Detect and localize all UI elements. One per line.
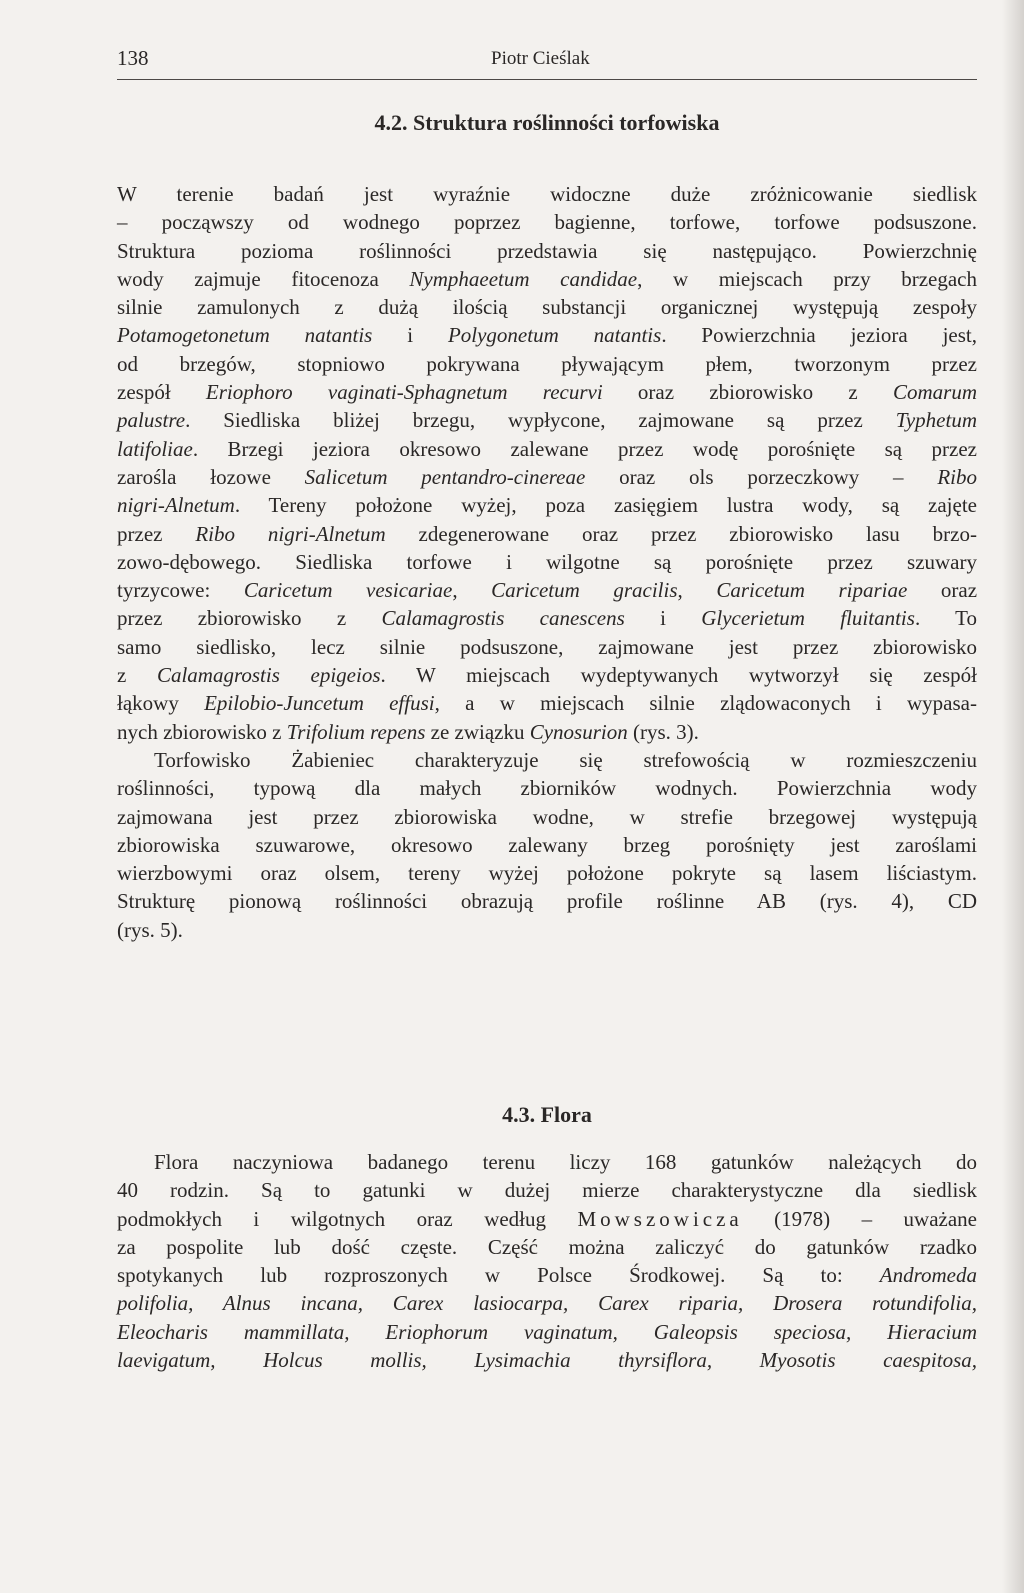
text-line: Eleocharis mammillata, Eriophorum vaginatum, Galeopsis speciosa, Hieracium bbox=[117, 1319, 977, 1344]
document-page bbox=[117, 0, 977, 1593]
text-line: wody zajmuje fitocenoza Nymphaeetum candidae, w miejscach przy brzegach bbox=[117, 266, 977, 291]
text-line: – począwszy od wodnego poprzez bagienne, torfowe, torfowe podsuszone. bbox=[117, 210, 977, 235]
text-line: nych zbiorowisko z Trifolium repens ze związku Cynosurion (rys. 3). bbox=[117, 719, 699, 744]
text-line: roślinności, typową dla małych zbiorników wodnych. Powierzchnia wody bbox=[117, 776, 977, 801]
body-text-structure bbox=[117, 180, 977, 944]
header-rule bbox=[117, 79, 977, 80]
text-line: zarośla łozowe Salicetum pentandro-cinereae oraz ols porzeczkowy – Ribo bbox=[117, 464, 977, 489]
text-line: za pospolite lub dość częste. Część można zaliczyć do gatunków rzadko bbox=[117, 1234, 977, 1259]
text-line: Strukturę pionową roślinności obrazują profile roślinne AB (rys. 4), CD bbox=[117, 889, 977, 914]
text-line: od brzegów, stopniowo pokrywana pływającym płem, tworzonym przez bbox=[117, 351, 977, 376]
text-line: silnie zamulonych z dużą ilością substancji organicznej występują zespoły bbox=[117, 295, 977, 320]
text-line: palustre. Siedliska bliżej brzegu, wypłycone, zajmowane są przez Typhetum bbox=[117, 408, 977, 433]
text-line: latifoliae. Brzegi jeziora okresowo zalewane przez wodę porośnięte są przez bbox=[117, 436, 977, 461]
text-line: (rys. 5). bbox=[117, 917, 183, 942]
text-line: z Calamagrostis epigeios. W miejscach wydeptywanych wytworzył się zespół bbox=[117, 663, 977, 688]
text-line: 40 rodzin. Są to gatunki w dużej mierze charakterystyczne dla siedlisk bbox=[117, 1178, 977, 1203]
text-line: Flora naczyniowa badanego terenu liczy 168 gatunków należących do bbox=[154, 1150, 977, 1174]
text-line: zowo-dębowego. Siedliska torfowe i wilgotne są porośnięte przez szuwary bbox=[117, 549, 977, 574]
text-line: W terenie badań jest wyraźnie widoczne duże zróżnicowanie siedlisk bbox=[117, 182, 977, 206]
text-line: wierzbowymi oraz olsem, tereny wyżej położone pokryte są lasem liściastym. bbox=[117, 861, 977, 886]
page-number: 138 bbox=[117, 46, 149, 70]
text-line: nigri-Alnetum. Tereny położone wyżej, poza zasięgiem lustra wody, są zajęte bbox=[117, 493, 977, 518]
section-heading-structure: 4.2. Struktura roślinności torfowiska bbox=[374, 110, 720, 135]
text-line: tyrzycowe: Caricetum vesicariae, Caricetum gracilis, Caricetum ripariae oraz bbox=[117, 578, 978, 603]
text-line: spotykanych lub rozproszonych w Polsce Środkowej. Są to: Andromeda bbox=[117, 1263, 977, 1288]
section-heading-flora: 4.3. Flora bbox=[502, 1102, 592, 1127]
text-line: przez zbiorowisko z Calamagrostis canescens i Glycerietum fluitantis. To bbox=[117, 606, 977, 631]
text-line: Torfowisko Żabieniec charakteryzuje się strefowością w rozmieszczeniu bbox=[154, 747, 977, 772]
running-head bbox=[117, 44, 977, 74]
text-line: zespół Eriophoro vaginati-Sphagnetum recurvi oraz zbiorowisko z Comarum bbox=[117, 380, 977, 405]
text-line: samo siedlisko, lecz silnie podsuszone, zajmowane jest przez zbiorowisko bbox=[117, 634, 977, 659]
text-line: polifolia, Alnus incana, Carex lasiocarpa, Carex riparia, Drosera rotundifolia, bbox=[117, 1291, 977, 1316]
text-line: Potamogetonetum natantis i Polygonetum natantis. Powierzchnia jeziora jest, bbox=[117, 323, 978, 348]
text-line: zbiorowiska szuwarowe, okresowo zalewany brzeg porośnięty jest zaroślami bbox=[117, 832, 977, 857]
text-line: laevigatum, Holcus mollis, Lysimachia thyrsiflora, Myosotis caespitosa, bbox=[117, 1348, 977, 1373]
scan-edge-shadow bbox=[1002, 0, 1024, 1593]
body-text-flora bbox=[117, 1148, 977, 1374]
running-head-author: Piotr Cieślak bbox=[491, 48, 590, 69]
spaced-author-name: Mowszowicza bbox=[577, 1206, 743, 1231]
text-line: przez Ribo nigri-Alnetum zdegenerowane oraz przez zbiorowisko lasu brzo- bbox=[117, 521, 977, 546]
text-line: zajmowana jest przez zbiorowiska wodne, w strefie brzegowej występują bbox=[117, 804, 977, 829]
text-line: podmokłych i wilgotnych oraz według Mowszowicza (1978) – uważane bbox=[117, 1206, 977, 1231]
text-line: Struktura pozioma roślinności przedstawia się następująco. Powierzchnię bbox=[117, 238, 977, 263]
text-line: łąkowy Epilobio-Juncetum effusi, a w miejscach silnie zlądowaconych i wypasa- bbox=[117, 691, 977, 716]
